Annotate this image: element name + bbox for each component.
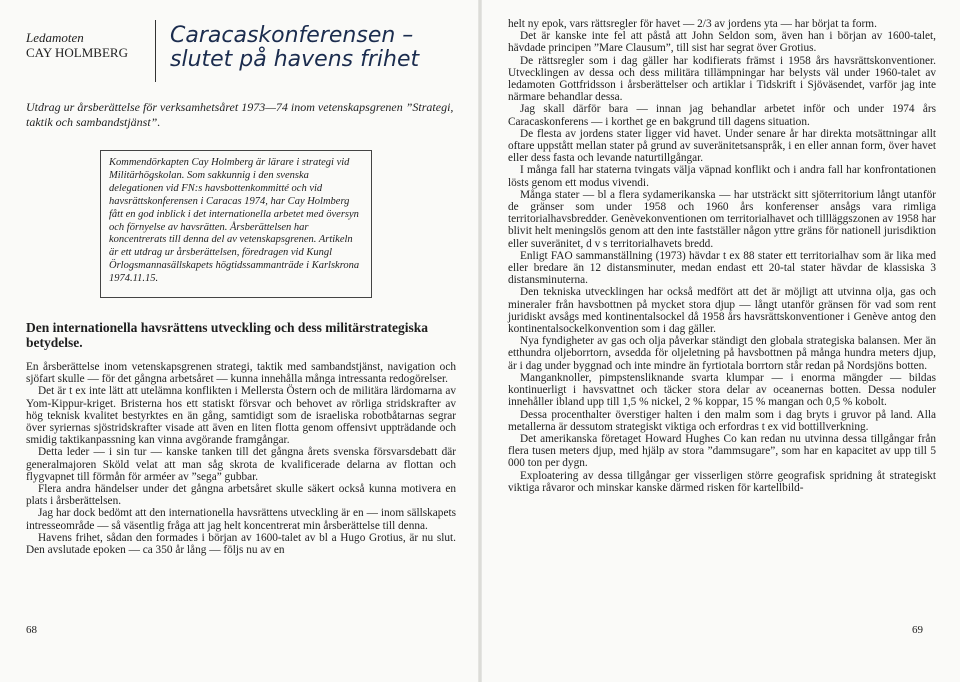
- left-body-text: [26, 361, 456, 556]
- section-heading: Den internationella havsrättens utveckling och dess militärstrategiska betydelse.: [26, 320, 428, 350]
- intro-text: Utdrag ur årsberättelse för verksamhetsåret 1973—74 inom vetenskapsgrenen ”Strategi, taktik och sambandstjänst”.: [26, 100, 454, 129]
- article-title: [170, 24, 419, 72]
- paragraph: helt ny epok, vars rättsregler för havet — 2/3 av jordens yta — har börjat ta form.: [508, 18, 877, 30]
- right-page: [480, 0, 960, 682]
- paragraph: Det amerikanska företaget Howard Hughes Co kan redan nu utvinna dessa tillgångar från flera tusen meters djup, med hjälp av stora ”dammsugare”, som har en kapacitet av upp till 5 000 ton per dygn.: [508, 432, 936, 470]
- paragraph: Det är t ex inte lätt att utelämna konflikten i Mellersta Östern och de militära lärdomarna av Yom-Kippur-kriget. Bristerna hos ett statiskt försvar och behovet av rörliga stridskrafter av hög teknisk kvalitet bestyrktes en än gång, samtidigt som de israeliska robotbåtarnas segrar över syriernas sjöstridskrafter visade att även en liten flotta genom offensivt uppträdande och smidig taktikanpassning kan vinna avgörande framgångar.: [26, 385, 456, 447]
- paragraph: Detta leder — i sin tur — kanske tanken till det gångna årets svenska försvarsdebatt där generalmajoren Sköld velat att man såg skrota de kvalificerade delarna av flottan och flygvapnet till förmån för arméer av ”sega” gubbar.: [26, 446, 456, 483]
- page-number-left: 68: [26, 624, 37, 636]
- paragraph: De rättsregler som i dag gäller har kodifierats främst i 1958 års havsrättskonventioner. Utvecklingen av dessa och dess militära tillämpningar har belysts väl under 1960-talet av ledamoten Gottfridsson i årsberättelser och artiklar i Tidskrift i Sjöväsendet, varför jag inte närmare behandlar dessa.: [508, 54, 936, 104]
- paragraph: I många fall har staterna tvingats välja väpnad konflikt och i andra fall har konfrontationen lösts genom ett modus vivendi.: [508, 164, 936, 189]
- paragraph: Det är kanske inte fel att påstå att John Seldon som, även han i början av 1600-talet, hävdade principen ”Mare Clausum”, till sist har segrat över Grotius.: [508, 30, 936, 55]
- author-bio: Kommendörkapten Cay Holmberg är lärare i strategi vid Militärhögskolan. Som sakkunnig i den svenska delegationen vid FN:s havsbottenkommitté och vid havsrättskonferensen i Caracas 1974, har Cay Holmberg fått en god inblick i det internationella arbetet med översyn och förnyelse av havsrätten. Årsberättelsen har koncentrerats till denna del av vetenskapsgrenen. Artikeln är ett utdrag ur årsberättelsen, föredragen vid Kungl Örlogsmannasällskapets högtidssammanträde i Karlskrona 1974.11.15.: [109, 157, 360, 285]
- paragraph: Flera andra händelser under det gångna arbetsåret skulle säkert också kunna motivera en plats i årsberättelsen.: [26, 483, 456, 508]
- paragraph: Den tekniska utvecklingen har också medfört att det är möjligt att utvinna olja, gas och mineraler från havsbottnen på mycket stora djup — långt utanför gränsen för vad som rent juridiskt avsågs med kontinentalsockel då 1958 års havsrättskonventioner i Genève antog den kontinentalsockelkonvention som i dag gäller.: [508, 286, 936, 336]
- paragraph: Jag skall därför bara — innan jag behandlar arbetet inför och under 1974 års Caracaskonferens — i korthet ge en bakgrund till dagens situation.: [508, 103, 936, 128]
- paragraph: Många stater — bl a flera sydamerikanska — har utsträckt sitt sjöterritorium långt utanför de gränser som under 1958 och 1960 års konferenser ansågs vara rimliga territorialhavsbredder. Genèvekonventionen om territorialhavet och tillläggszonen av 1958 har blivit helt meningslös genom att den inte fastställer någon yttre gräns för nationell jurisdiktion eller suveränitet, d v s territorialhavets bredd.: [508, 188, 936, 250]
- paragraph: En årsberättelse inom vetenskapsgrenen strategi, taktik med sambandstjänst, navigation och sjöfart skulle — för det gångna arbetsåret — kunna innehålla många intressanta redogörelser.: [26, 361, 456, 386]
- paragraph: Dessa procenthalter överstiger halten i den malm som i dag bryts i gruvor på land. Alla metallerna är dessutom strategiskt viktiga och erfordras t ex vid bottillverkning.: [508, 408, 936, 433]
- paragraph: Jag har dock bedömt att den internationella havsrättens utveckling är en — inom sällskapets intresseområde — så väsentlig fråga att jag helt koncentrerat min årsberättelse till denna.: [26, 507, 456, 532]
- author-block: [26, 30, 128, 60]
- paragraph: De flesta av jordens stater ligger vid havet. Under senare år har direkta motsättningar allt oftare uppstått mellan stater på grund av suveränitetsanspråk, i en eller annan form, över havet eller dess fasta och levande naturtillgångar.: [508, 127, 936, 165]
- paragraph: Exploatering av dessa tillgångar ger visserligen större geografisk spridning åt strategiskt viktiga råvaror och minskar kanske därmed risken för kartellbild-: [508, 469, 936, 494]
- paragraph: Havens frihet, sådan den formades i början av 1600-talet av bl a Hugo Grotius, är nu slut. Den avslutade epoken — ca 350 år lång — följs nu av en: [26, 531, 456, 557]
- author-name: CAY HOLMBERG: [26, 45, 128, 60]
- author-bio-box: [100, 150, 372, 298]
- title-line-2: slutet på havens frihet: [170, 47, 420, 72]
- author-role: Ledamoten: [26, 30, 84, 45]
- title-line-1: Caracaskonferensen –: [170, 23, 414, 48]
- page-number-right: 69: [912, 624, 923, 636]
- paragraph: Enligt FAO sammanställning (1973) hävdar t ex 88 stater ett territorialhav som är lika med eller bredare än 12 distansminuter, medan endast ett 20-tal stater hävdar de klassiska 3 distansminuterna.: [508, 249, 936, 287]
- header-divider: [155, 20, 156, 82]
- paragraph: Nya fyndigheter av gas och olja påverkar ständigt den globala strategiska balansen. Mer än etthundra oljeborrtorn, avsedda för oljeletning på havsbottnen på många hundra meters djup, är i dag under byggnad och inte mindre än fyrtiotalа borrtorn står redan på Nordsjöns botten.: [508, 335, 936, 372]
- right-body-text: [508, 18, 936, 494]
- paragraph: Manganknoller, pimpstensliknande svarta klumpar — i enorma mängder — bildas kontinuerligt i havsvattnet och täcker stora delar av oceanernas botten. Dessa noduler innehåller ibland upp till 1,5 % nickel, 2 % koppar, 15 % mangan och 0,5 % kobolt.: [508, 371, 936, 409]
